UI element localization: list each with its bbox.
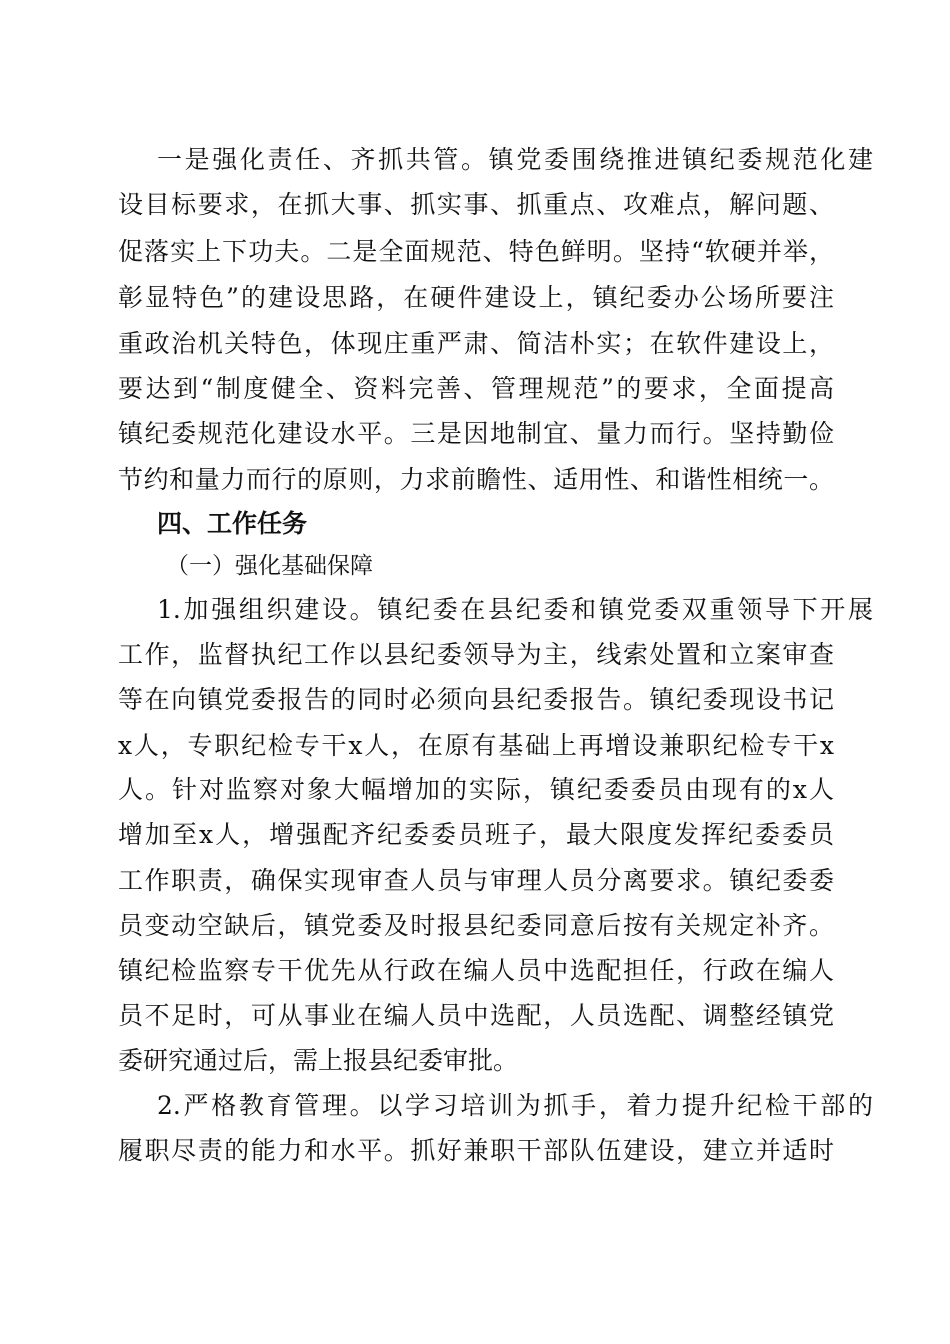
line-18: 员变动空缺后，镇党委及时报县纪委同意后按有关规定补齐。 [118, 911, 834, 940]
line-20: 员不足时，可从事业在编人员中选配，人员选配、调整经镇党 [118, 1001, 834, 1030]
line-4: 彰显特色”的建设思路，在硬件建设上，镇纪委办公场所要注 [118, 283, 834, 312]
line-23: 履职尽责的能力和水平。抓好兼职干部队伍建设，建立并适时 [118, 1136, 834, 1165]
line-8: 节约和量力而行的原则，力求前瞻性、适用性、和谐性相统一。 [118, 465, 834, 494]
line-14: x人，专职纪检专干x人，在原有基础上再增设兼职纪检专干x [118, 731, 834, 760]
line-3: 促落实上下功夫。二是全面规范、特色鲜明。坚持“软硬并举， [118, 237, 834, 266]
line-7: 镇纪委规范化建设水平。三是因地制宜、量力而行。坚持勤俭 [118, 419, 834, 448]
line-22: 2.严格教育管理。以学习培训为抓手，着力提升纪检干部的 [157, 1091, 873, 1120]
line-16: 增加至x人，增强配齐纪委委员班子，最大限度发挥纪委委员 [118, 820, 834, 849]
line-17: 工作职责，确保实现审查人员与审理人员分离要求。镇纪委委 [118, 866, 834, 895]
line-21: 委研究通过后，需上报县纪委审批。 [118, 1046, 519, 1075]
line-12: 工作，监督执纪工作以县纪委领导为主，线索处置和立案审查 [118, 640, 834, 669]
line-2: 设目标要求，在抓大事、抓实事、抓重点、攻难点，解问题、 [118, 190, 834, 219]
subsection-heading: （一）强化基础保障 [166, 553, 373, 579]
line-6: 要达到“制度健全、资料完善、管理规范”的要求，全面提高 [118, 374, 834, 403]
line-15: 人。针对监察对象大幅增加的实际，镇纪委委员由现有的x人 [118, 775, 834, 804]
section-heading: 四、工作任务 [157, 509, 308, 538]
line-19: 镇纪检监察专干优先从行政在编人员中选配担任，行政在编人 [118, 956, 834, 985]
line-1: 一是强化责任、齐抓共管。镇党委围绕推进镇纪委规范化建 [157, 145, 873, 174]
line-13: 等在向镇党委报告的同时必须向县纪委报告。镇纪委现设书记 [118, 685, 834, 714]
line-5: 重政治机关特色，体现庄重严肃、简洁朴实；在软件建设上， [118, 329, 834, 358]
line-11: 1.加强组织建设。镇纪委在县纪委和镇党委双重领导下开展 [157, 595, 873, 624]
